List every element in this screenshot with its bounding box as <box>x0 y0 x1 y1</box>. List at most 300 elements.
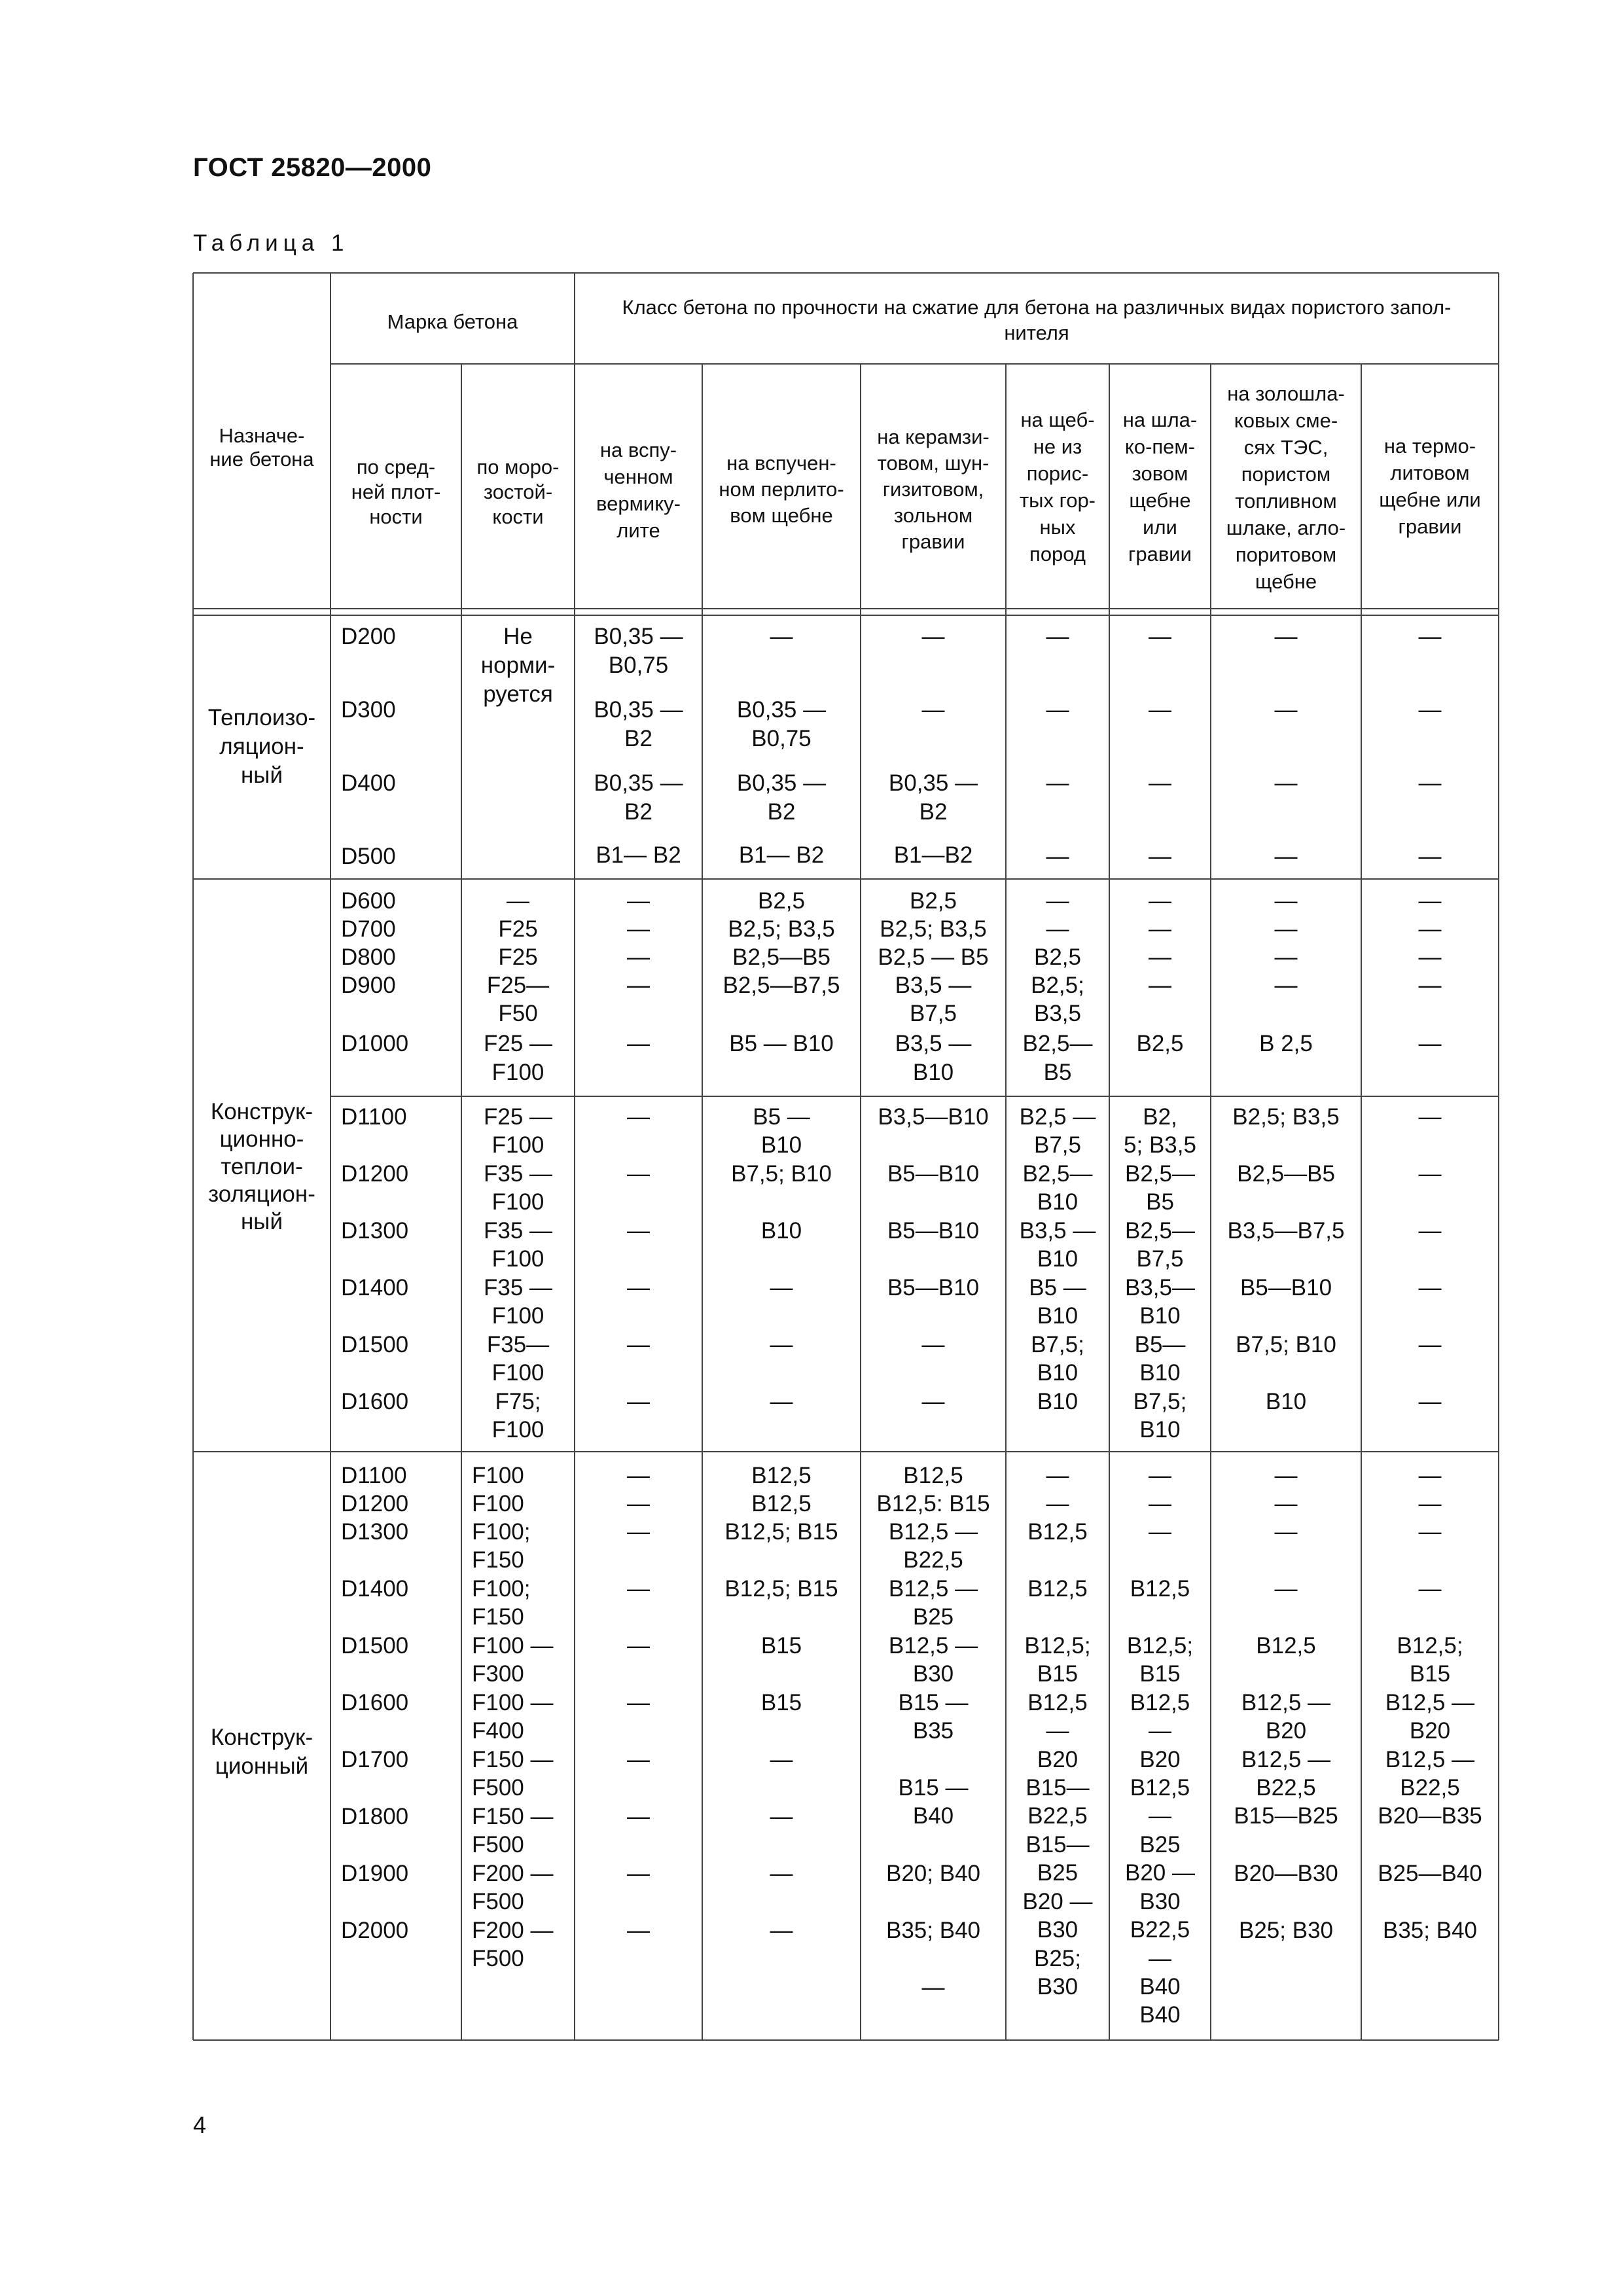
cell-thermal-col9: — <box>1418 624 1442 649</box>
cell-structural-col4: — <box>770 1804 793 1829</box>
cell-structural-thermal-b-col5: B5—B10 <box>887 1161 980 1187</box>
header-column-8: шлаке, агло- <box>1226 516 1346 539</box>
cell-structural-thermal-b-col9: — <box>1418 1161 1442 1187</box>
cell-structural-thermal-b-col4: — <box>770 1332 793 1357</box>
cell-structural-thermal-a-col8: B 2,5 <box>1259 1031 1313 1056</box>
cell-structural-thermal-b-col9: — <box>1418 1275 1442 1300</box>
cell-structural-thermal-a-col7: — <box>1149 916 1171 942</box>
cell-thermal-col3: B0,35 — <box>594 697 683 723</box>
cell-structural-thermal-b-col6: B2,5 — <box>1019 1104 1096 1130</box>
cell-structural-thermal-a-col6: — <box>1046 888 1069 914</box>
section-purpose-structural: ционный <box>215 1753 309 1779</box>
cell-thermal-col5: — <box>921 697 945 723</box>
cell-structural-col7: B12,5 <box>1130 1775 1190 1801</box>
cell-structural-thermal-b-col2: F25 — <box>483 1104 553 1130</box>
header-column-2: по моро- <box>476 456 560 478</box>
header-column-8: сях ТЭС, <box>1243 436 1329 459</box>
cell-thermal-col7: — <box>1149 624 1171 649</box>
cell-structural-thermal-a-col6: B2,5 <box>1034 944 1081 970</box>
cell-structural-col7: — <box>1149 1491 1171 1516</box>
header-column-1: по сред- <box>356 456 436 478</box>
cell-structural-col4: B12,5; B15 <box>724 1519 838 1545</box>
cell-structural-col1: D1900 <box>341 1861 409 1886</box>
cell-structural-col1: D1400 <box>341 1576 409 1602</box>
section-purpose-thermal: ный <box>240 762 283 788</box>
cell-structural-col3: — <box>627 1519 650 1545</box>
cell-structural-col1: D1600 <box>341 1690 409 1715</box>
cell-structural-thermal-a-col1: D1000 <box>341 1031 409 1056</box>
cell-thermal-col1: D500 <box>341 844 396 869</box>
cell-structural-thermal-b-col2: F35 — <box>483 1161 553 1187</box>
cell-structural-col1: D1800 <box>341 1804 409 1829</box>
cell-structural-thermal-b-col2: F35 — <box>483 1218 553 1244</box>
cell-structural-col2: F150 <box>472 1547 524 1573</box>
cell-structural-thermal-a-col3: — <box>627 916 650 942</box>
cell-structural-thermal-a-col1: D700 <box>341 916 396 942</box>
header-column-6: не из <box>1033 435 1082 458</box>
cell-structural-thermal-a-col9: — <box>1418 1031 1442 1056</box>
cell-structural-thermal-a-col2: F25 — <box>483 1031 553 1056</box>
section-purpose-structural-thermal: Конструк- <box>210 1099 313 1124</box>
header-column-5: зольном <box>893 504 973 527</box>
cell-structural-thermal-a-col4: B2,5 <box>758 888 805 914</box>
header-column-8: щебне <box>1255 570 1317 593</box>
header-column-5: на керамзи- <box>877 425 990 448</box>
cell-structural-col7: — <box>1149 1463 1171 1488</box>
cell-structural-col3: — <box>627 1576 650 1602</box>
cell-structural-thermal-a-col6: B2,5; <box>1031 973 1084 998</box>
cell-structural-col7: — <box>1149 1718 1171 1744</box>
cell-structural-col7: B12,5 <box>1130 1690 1190 1715</box>
cell-structural-col7: — <box>1149 1803 1171 1829</box>
document-title: ГОСТ 25820—2000 <box>193 153 432 182</box>
cell-structural-thermal-a-col6: B2,5— <box>1022 1031 1093 1056</box>
cell-thermal-col7: — <box>1149 770 1171 796</box>
cell-structural-col3: — <box>627 1747 650 1772</box>
cell-structural-thermal-b-col7: B7,5; <box>1133 1389 1187 1414</box>
cell-structural-col2: F100; <box>472 1576 531 1602</box>
cell-structural-col2: F500 <box>472 1775 524 1801</box>
section-purpose-thermal: Теплоизо- <box>207 705 316 730</box>
cell-structural-col7: B12,5; <box>1126 1633 1194 1659</box>
section-purpose-structural: Конструк- <box>210 1725 313 1750</box>
cell-structural-thermal-b-col1: D1300 <box>341 1218 409 1244</box>
cell-structural-thermal-a-col1: D900 <box>341 973 396 998</box>
cell-structural-thermal-a-col2: F25— <box>486 973 550 998</box>
cell-structural-thermal-b-col2: F100 <box>491 1360 544 1386</box>
cell-structural-thermal-a-col2: — <box>507 888 529 914</box>
cell-structural-thermal-b-col9: — <box>1418 1389 1442 1414</box>
cell-structural-thermal-a-col4: B5 — B10 <box>729 1031 834 1056</box>
cell-structural-col9: B12,5; <box>1397 1633 1463 1659</box>
cell-structural-thermal-b-col5: B5—B10 <box>887 1275 980 1300</box>
cell-structural-col9: B12,5 — <box>1385 1690 1475 1715</box>
cell-structural-col2: F100 — <box>472 1690 554 1715</box>
cell-structural-thermal-a-col8: — <box>1274 916 1298 942</box>
header-column-6: ных <box>1039 516 1076 539</box>
cell-structural-thermal-a-col6: B5 <box>1043 1060 1072 1085</box>
cell-structural-col5: B35; B40 <box>886 1918 980 1943</box>
header-column-8: пористом <box>1241 463 1331 486</box>
cell-structural-thermal-a-col2: F100 <box>491 1060 544 1085</box>
cell-thermal-col3: B0,35 — <box>594 770 683 796</box>
cell-structural-col8: B12,5 <box>1256 1633 1316 1659</box>
cell-structural-col5: B20; B40 <box>886 1861 980 1886</box>
cell-structural-col5: B12,5 — <box>888 1519 978 1545</box>
cell-structural-thermal-b-col8: B2,5; B3,5 <box>1232 1104 1340 1130</box>
cell-structural-col6: B12,5 <box>1027 1576 1088 1602</box>
cell-structural-col9: B20—B35 <box>1378 1803 1482 1829</box>
header-purpose: Назначе- <box>219 424 305 447</box>
cell-structural-col2: F400 <box>472 1718 524 1744</box>
cell-structural-col9: B12,5 — <box>1385 1747 1475 1772</box>
cell-structural-col8: B15—B25 <box>1234 1803 1338 1829</box>
header-column-7: зовом <box>1132 462 1188 485</box>
cell-structural-col2: F150 <box>472 1604 524 1630</box>
cell-structural-thermal-b-col6: B2,5— <box>1022 1161 1093 1187</box>
section-purpose-structural-thermal: ционно- <box>219 1126 304 1152</box>
cell-structural-thermal-b-col6: B10 <box>1037 1360 1079 1386</box>
table-caption: Таблица 1 <box>193 230 349 256</box>
cell-structural-col6: — <box>1046 1718 1069 1744</box>
header-class-group: нителя <box>1004 321 1069 344</box>
cell-structural-col6: B30 <box>1037 1917 1079 1943</box>
cell-structural-col5: B30 <box>912 1661 954 1687</box>
cell-structural-thermal-a-col5: B2,5; B3,5 <box>880 916 987 942</box>
cell-structural-col8: B25; B30 <box>1239 1918 1333 1943</box>
cell-structural-thermal-a-col7: — <box>1149 944 1171 970</box>
cell-structural-thermal-b-col6: B7,5 <box>1034 1132 1081 1158</box>
cell-thermal-col3: B2 <box>624 726 652 751</box>
cell-structural-thermal-a-col5: B3,5 — <box>895 1031 972 1056</box>
cell-structural-col2: F200 — <box>472 1861 554 1886</box>
cell-structural-col9: — <box>1418 1463 1442 1488</box>
cell-structural-thermal-b-col3: — <box>627 1389 650 1414</box>
cell-structural-col4: B15 <box>760 1633 802 1659</box>
cell-structural-thermal-b-col1: D1500 <box>341 1332 409 1357</box>
cell-thermal-col4: B0,35 — <box>736 697 827 723</box>
cell-structural-thermal-b-col8: B10 <box>1265 1389 1307 1414</box>
cell-structural-col6: B12,5 <box>1027 1690 1088 1715</box>
cell-structural-thermal-a-col9: — <box>1418 916 1442 942</box>
header-grade-group: Марка бетона <box>387 310 518 333</box>
header-column-7: ко-пем- <box>1124 435 1196 458</box>
cell-structural-thermal-b-col6: B10 <box>1037 1303 1079 1329</box>
cell-structural-col8: B12,5 — <box>1241 1747 1331 1772</box>
cell-structural-col4: B12,5 <box>751 1491 812 1516</box>
cell-structural-thermal-b-col9: — <box>1418 1104 1442 1130</box>
cell-structural-col5: B25 <box>912 1604 954 1630</box>
cell-thermal-col4: — <box>770 624 793 649</box>
cell-structural-thermal-b-col1: D1600 <box>341 1389 409 1414</box>
cell-structural-col1: D1200 <box>341 1491 409 1516</box>
cell-structural-col7: B40 <box>1139 1974 1181 2000</box>
header-column-4: ном перлито- <box>719 478 844 501</box>
cell-structural-thermal-b-col7: B2, <box>1143 1104 1177 1130</box>
cell-thermal-col8: — <box>1274 844 1298 869</box>
header-column-2: кости <box>492 505 544 528</box>
cell-structural-col4: — <box>770 1918 793 1943</box>
cell-structural-col9: B25—B40 <box>1378 1861 1482 1886</box>
cell-structural-thermal-b-col4: B10 <box>760 1132 802 1158</box>
cell-structural-col5: B12,5 — <box>888 1576 978 1602</box>
header-column-7: гравии <box>1128 543 1192 565</box>
header-column-7: на шла- <box>1122 408 1198 431</box>
cell-structural-col3: — <box>627 1491 650 1516</box>
cell-structural-thermal-b-col3: — <box>627 1332 650 1357</box>
cell-structural-col7: B20 — <box>1125 1860 1195 1886</box>
cell-structural-col8: B20 <box>1265 1718 1307 1744</box>
cell-structural-thermal-b-col1: D1400 <box>341 1275 409 1300</box>
cell-structural-col6: — <box>1046 1463 1069 1488</box>
cell-structural-thermal-a-col7: B2,5 <box>1136 1031 1184 1056</box>
header-column-4: вом щебне <box>730 504 833 527</box>
cell-structural-thermal-b-col9: — <box>1418 1332 1442 1357</box>
cell-structural-col2: F100; <box>472 1519 531 1545</box>
cell-structural-thermal-b-col2: F100 <box>491 1246 544 1272</box>
header-column-6: на щеб- <box>1020 408 1095 431</box>
cell-structural-col1: D1500 <box>341 1633 409 1659</box>
cell-structural-col5: B15 — <box>898 1690 969 1715</box>
cell-structural-col9: — <box>1418 1491 1442 1516</box>
header-column-8: на золошла- <box>1227 382 1345 405</box>
cell-structural-thermal-b-col3: — <box>627 1104 650 1130</box>
header-column-9: на термо- <box>1383 435 1476 457</box>
cell-structural-thermal-a-col5: B7,5 <box>910 1001 957 1026</box>
cell-structural-thermal-b-col7: B10 <box>1139 1303 1181 1329</box>
cell-structural-thermal-a-col3: — <box>627 888 650 914</box>
cell-structural-col4: B12,5 <box>751 1463 812 1488</box>
cell-structural-thermal-a-col5: B2,5 — B5 <box>878 944 989 970</box>
cell-structural-thermal-a-col2: F25 <box>498 944 538 970</box>
cell-structural-thermal-a-col4: B2,5—B5 <box>732 944 830 970</box>
cell-structural-col7: B15 <box>1139 1661 1181 1687</box>
cell-structural-col6: B25 <box>1037 1860 1079 1886</box>
cell-structural-col5: B15 — <box>898 1775 969 1801</box>
cell-structural-thermal-a-col5: B3,5 — <box>895 973 972 998</box>
cell-thermal-col4: B0,75 <box>751 726 812 751</box>
cell-thermal-col9: — <box>1418 770 1442 796</box>
cell-thermal-col3: B1— B2 <box>596 842 681 868</box>
cell-structural-thermal-a-col1: D600 <box>341 888 396 914</box>
cell-structural-thermal-b-col6: B10 <box>1037 1246 1079 1272</box>
section-purpose-thermal: ляцион- <box>219 734 304 759</box>
cell-structural-col7: B30 <box>1139 1889 1181 1914</box>
cell-structural-col3: — <box>627 1463 650 1488</box>
cell-structural-thermal-a-col8: — <box>1274 944 1298 970</box>
cell-structural-thermal-b-col1: D1200 <box>341 1161 409 1187</box>
cell-thermal-col1: D400 <box>341 770 396 796</box>
cell-structural-col8: — <box>1274 1491 1298 1516</box>
cell-thermal-col9: — <box>1418 844 1442 869</box>
table-cells <box>208 296 1482 2028</box>
cell-structural-col4: — <box>770 1861 793 1886</box>
cell-structural-thermal-b-col8: B5—B10 <box>1240 1275 1332 1300</box>
cell-structural-thermal-b-col2: F75; <box>495 1389 541 1414</box>
cell-thermal-col5: B2 <box>919 799 948 825</box>
cell-structural-col2: F150 — <box>472 1804 554 1829</box>
cell-structural-thermal-b-col5: — <box>921 1332 945 1357</box>
cell-thermal-col5: — <box>921 624 945 649</box>
cell-structural-col3: — <box>627 1633 650 1659</box>
header-column-8: ковых сме- <box>1234 409 1338 432</box>
cell-structural-thermal-b-col2: F35— <box>486 1332 550 1357</box>
cell-structural-thermal-a-col7: — <box>1149 888 1171 914</box>
cell-structural-thermal-b-col7: 5; B3,5 <box>1124 1132 1196 1158</box>
cell-structural-thermal-b-col7: B5 <box>1146 1189 1174 1215</box>
section-purpose-structural-thermal: теплои- <box>221 1154 303 1179</box>
cell-structural-thermal-b-col4: B5 — <box>753 1104 810 1130</box>
header-column-8: топливном <box>1235 490 1337 512</box>
cell-thermal-col8: — <box>1274 770 1298 796</box>
cell-structural-thermal-b-col2: F100 <box>491 1303 544 1329</box>
cell-structural-col8: — <box>1274 1519 1298 1545</box>
cell-structural-col7: B22,5 <box>1130 1917 1190 1943</box>
cell-structural-thermal-b-col7: B3,5— <box>1125 1275 1195 1300</box>
cell-structural-thermal-a-col4: B2,5; B3,5 <box>728 916 835 942</box>
cell-structural-col7: B12,5 <box>1130 1576 1190 1602</box>
cell-structural-thermal-b-col4: B7,5; B10 <box>731 1161 832 1187</box>
cell-structural-thermal-b-col7: B10 <box>1139 1360 1181 1386</box>
cell-structural-thermal-a-col9: — <box>1418 973 1442 998</box>
cell-structural-col7: B40 <box>1139 2002 1181 2028</box>
cell-structural-col3: — <box>627 1918 650 1943</box>
header-column-3: вермику- <box>596 492 681 515</box>
header-column-9: литовом <box>1390 461 1470 484</box>
cell-structural-col8: B22,5 <box>1256 1775 1316 1801</box>
cell-structural-thermal-a-col4: B2,5—B7,5 <box>722 973 840 998</box>
cell-thermal-col3: B0,75 <box>608 653 669 678</box>
cell-structural-thermal-b-col8: B3,5—B7,5 <box>1227 1218 1345 1244</box>
cell-thermal-col4: B2 <box>767 799 796 825</box>
cell-structural-col2: F500 <box>472 1946 524 1971</box>
cell-structural-thermal-a-col9: — <box>1418 888 1442 914</box>
cell-thermal-col1: D200 <box>341 624 396 649</box>
cell-structural-col2: F500 <box>472 1832 524 1857</box>
cell-structural-col4: B15 <box>760 1690 802 1715</box>
cell-structural-thermal-b-col5: B5—B10 <box>887 1218 980 1244</box>
cell-structural-col9: — <box>1418 1576 1442 1602</box>
cell-structural-col5: B22,5 <box>903 1547 963 1573</box>
cell-structural-thermal-b-col6: B10 <box>1037 1189 1079 1215</box>
header-column-6: тых гор- <box>1019 489 1096 512</box>
header-column-5: товом, шун- <box>877 452 990 475</box>
cell-structural-thermal-b-col8: B2,5—B5 <box>1237 1161 1335 1187</box>
cell-thermal-col5: B1—B2 <box>893 842 973 868</box>
header-column-3: лите <box>616 519 660 542</box>
cell-structural-thermal-b-col4: — <box>770 1389 793 1414</box>
cell-structural-thermal-a-col2: F50 <box>498 1001 538 1026</box>
cell-structural-thermal-b-col7: B10 <box>1139 1417 1181 1443</box>
cell-structural-col5: B12,5 <box>903 1463 963 1488</box>
cell-structural-col5: B12,5: B15 <box>876 1491 990 1516</box>
cell-structural-col6: B22,5 <box>1027 1803 1088 1829</box>
section-purpose-structural-thermal: золяцион- <box>208 1181 315 1207</box>
cell-thermal-col1: D300 <box>341 697 396 723</box>
cell-structural-col2: F100 <box>472 1463 524 1488</box>
cell-structural-col6: B12,5 <box>1027 1519 1088 1545</box>
header-column-2: зостой- <box>483 480 553 503</box>
cell-structural-col2: F100 — <box>472 1633 554 1659</box>
cell-thermal-col4: B0,35 — <box>736 770 827 796</box>
cell-structural-col8: — <box>1274 1463 1298 1488</box>
cell-structural-thermal-a-col3: — <box>627 944 650 970</box>
cell-structural-thermal-a-col8: — <box>1274 888 1298 914</box>
cell-structural-thermal-a-col7: — <box>1149 973 1171 998</box>
cell-structural-col6: B15— <box>1026 1832 1090 1857</box>
cell-structural-col6: B20 — <box>1022 1889 1093 1914</box>
cell-structural-thermal-b-col3: — <box>627 1161 650 1187</box>
cell-structural-col9: B15 <box>1409 1661 1451 1687</box>
cell-structural-thermal-b-col3: — <box>627 1275 650 1300</box>
cell-structural-thermal-b-col6: B5 — <box>1029 1275 1086 1300</box>
cell-structural-thermal-b-col6: B3,5 — <box>1019 1218 1096 1244</box>
cell-structural-col2: F500 <box>472 1889 524 1914</box>
cell-structural-col2: F200 — <box>472 1918 554 1943</box>
cell-thermal-col3: B0,35 — <box>594 624 683 649</box>
cell-structural-thermal-b-col5: — <box>921 1389 945 1414</box>
cell-thermal-col6: — <box>1046 770 1069 796</box>
cell-structural-col1: D2000 <box>341 1918 409 1943</box>
cell-structural-col4: — <box>770 1747 793 1772</box>
cell-thermal-col6: — <box>1046 697 1069 723</box>
cell-structural-col6: B25; <box>1034 1946 1081 1971</box>
cell-thermal-col2: норми- <box>480 653 556 678</box>
header-column-1: ности <box>369 505 423 528</box>
cell-thermal-col5: B0,35 — <box>888 770 978 796</box>
cell-structural-thermal-b-col9: — <box>1418 1218 1442 1244</box>
cell-structural-col3: — <box>627 1861 650 1886</box>
cell-structural-thermal-a-col6: — <box>1046 916 1069 942</box>
cell-structural-col2: F300 <box>472 1661 524 1687</box>
cell-structural-thermal-a-col5: B10 <box>912 1060 954 1085</box>
cell-structural-thermal-b-col8: B7,5; B10 <box>1236 1332 1336 1357</box>
cell-structural-col9: B22,5 <box>1400 1775 1460 1801</box>
cell-structural-col7: B25 <box>1139 1832 1181 1857</box>
cell-structural-col1: D1100 <box>341 1463 407 1488</box>
cell-structural-col4: B12,5; B15 <box>724 1576 838 1602</box>
cell-structural-thermal-b-col7: B2,5— <box>1125 1218 1195 1244</box>
header-column-3: на вспу- <box>599 439 677 461</box>
cell-structural-thermal-a-col9: — <box>1418 944 1442 970</box>
header-class-group: Класс бетона по прочности на сжатие для бетона на различных видах пористого запол- <box>622 296 1452 319</box>
cell-structural-col6: B15— <box>1026 1775 1090 1801</box>
cell-structural-col9: B35; B40 <box>1383 1918 1477 1943</box>
cell-structural-col6: — <box>1046 1491 1069 1516</box>
header-column-9: гравии <box>1398 515 1462 538</box>
cell-structural-thermal-a-col5: B2,5 <box>910 888 957 914</box>
cell-structural-thermal-b-col7: B7,5 <box>1136 1246 1184 1272</box>
cell-thermal-col9: — <box>1418 697 1442 723</box>
cell-structural-thermal-a-col2: F25 <box>498 916 538 942</box>
cell-structural-col5: B35 <box>912 1718 954 1744</box>
cell-structural-thermal-a-col3: — <box>627 1031 650 1056</box>
cell-thermal-col8: — <box>1274 697 1298 723</box>
cell-structural-thermal-b-col6: B10 <box>1037 1389 1079 1414</box>
cell-structural-thermal-b-col2: F100 <box>491 1417 544 1443</box>
cell-structural-thermal-b-col5: B3,5—B10 <box>878 1104 989 1130</box>
cell-structural-thermal-b-col2: F100 <box>491 1132 544 1158</box>
cell-structural-thermal-a-col1: D800 <box>341 944 396 970</box>
cell-thermal-col8: — <box>1274 624 1298 649</box>
cell-structural-col5: B12,5 — <box>888 1633 978 1659</box>
cell-thermal-col6: — <box>1046 624 1069 649</box>
cell-structural-thermal-b-col7: B2,5— <box>1125 1161 1195 1187</box>
cell-structural-col1: D1700 <box>341 1747 409 1772</box>
cell-structural-col3: — <box>627 1690 650 1715</box>
cell-structural-col9: — <box>1418 1519 1442 1545</box>
cell-structural-col7: B20 <box>1139 1747 1181 1772</box>
